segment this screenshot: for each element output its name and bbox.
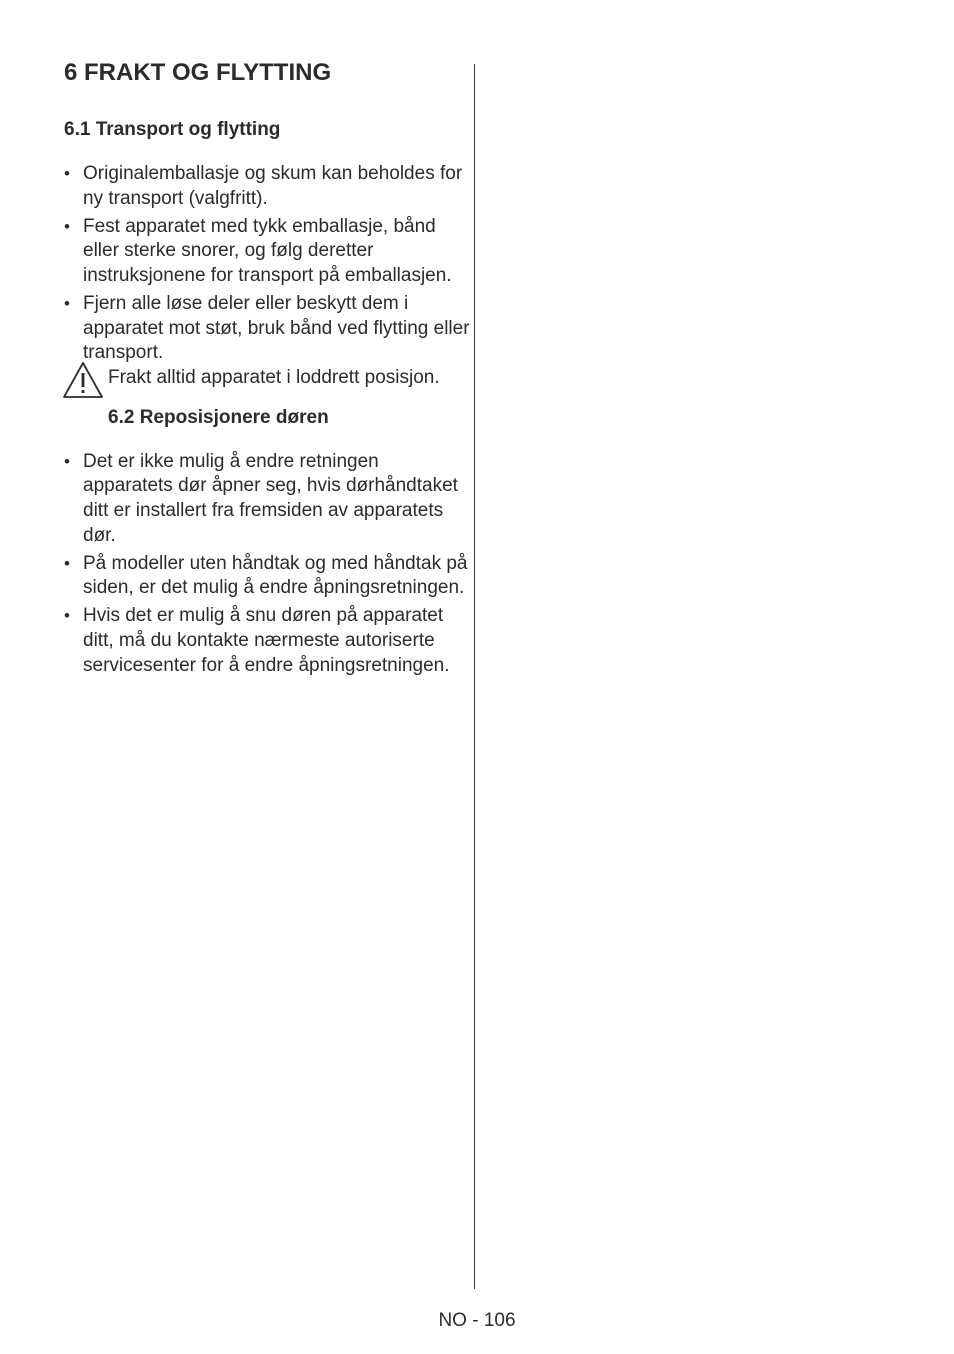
subsection-title-transport: 6.1 Transport og flytting bbox=[64, 119, 281, 140]
warning-triangle-icon bbox=[62, 360, 104, 400]
warning-note bbox=[64, 366, 472, 430]
list-item-text: Fjern alle løse deler eller beskytt dem i apparatet mot støt, bruk bånd ved flytting eller transport. bbox=[83, 292, 470, 364]
transport-list bbox=[64, 162, 472, 366]
subsection-title-door: 6.2 Reposisjonere døren bbox=[108, 406, 329, 428]
list-item bbox=[64, 215, 472, 289]
list-item-text: På modeller uten håndtak og med håndtak på siden, er det mulig å endre åpningsretningen. bbox=[83, 552, 468, 599]
list-item bbox=[64, 162, 472, 211]
list-item bbox=[64, 292, 472, 366]
bullet-icon: • bbox=[64, 606, 70, 626]
section-title: 6 FRAKT OG FLYTTING bbox=[64, 59, 332, 86]
list-item bbox=[64, 552, 472, 601]
list-item-text: Fest apparatet med tykk emballasje, bånd eller sterke snorer, og følg deretter instruksjonene for transport på emballasjen. bbox=[83, 215, 452, 286]
list-item-text: Det er ikke mulig å endre retningen apparatets dør åpner seg, hvis dørhåndtaket ditt er installert fra fremsiden av apparatets dør. bbox=[83, 450, 458, 546]
bullet-icon: • bbox=[64, 451, 70, 471]
bullet-icon: • bbox=[64, 216, 70, 236]
list-item-text: Originalemballasje og skum kan beholdes for ny transport (valgfritt). bbox=[83, 163, 463, 209]
door-list bbox=[64, 450, 472, 678]
left-column bbox=[64, 58, 472, 682]
page-number: NO - 106 bbox=[438, 1310, 516, 1331]
bullet-icon: • bbox=[64, 293, 70, 313]
list-item-text: Hvis det er mulig å snu døren på apparatet ditt, må du kontakte nærmeste autoriserte servicesenter for å endre åpningsretningen. bbox=[83, 605, 450, 676]
bullet-icon: • bbox=[64, 553, 70, 573]
list-item bbox=[64, 450, 472, 548]
column-divider bbox=[474, 64, 475, 1289]
warning-text: Frakt alltid apparatet i loddrett posisjon. bbox=[108, 367, 440, 389]
list-item bbox=[64, 604, 472, 678]
bullet-icon: • bbox=[64, 164, 70, 183]
